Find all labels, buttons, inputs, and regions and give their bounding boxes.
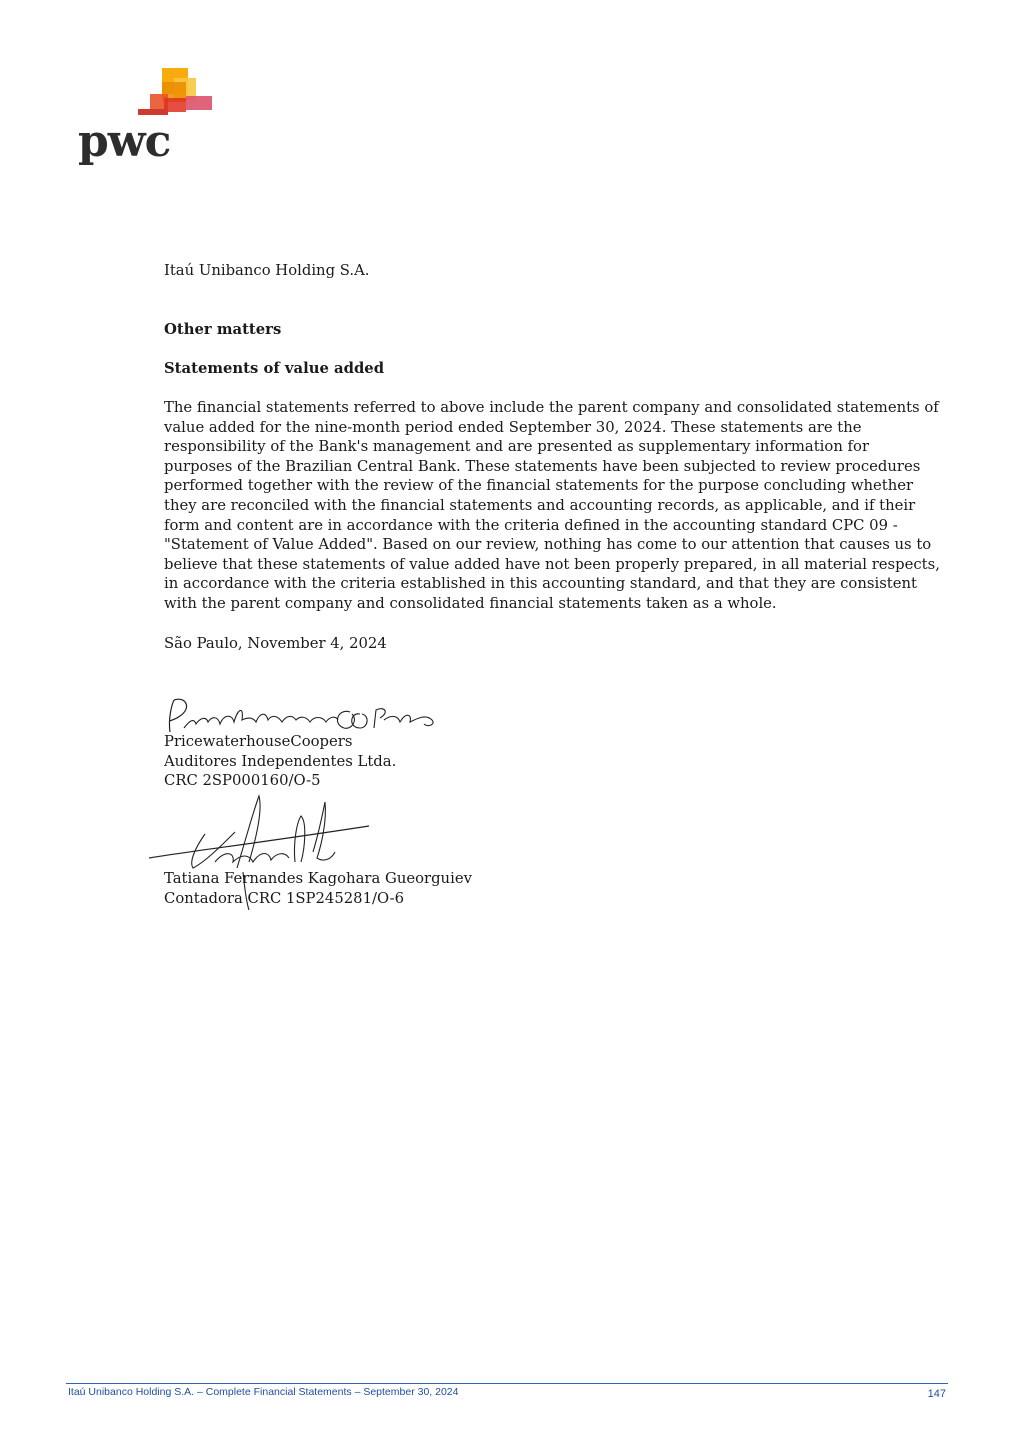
firm-crc: CRC 2SP000160/O-5 — [164, 772, 321, 790]
firm-signature-block — [164, 732, 954, 791]
pwc-logo — [78, 68, 218, 178]
body-line: they are reconciled with the financial statements and accounting records, as applicable, and if their — [164, 496, 916, 514]
heading-statements-value-added: Statements of value added — [164, 360, 385, 377]
company-name: Itaú Unibanco Holding S.A. — [164, 262, 370, 279]
heading-other-matters: Other matters — [164, 321, 282, 338]
body-line: The financial statements referred to above include the parent company and consolidated statements of — [164, 399, 939, 416]
body-line: "Statement of Value Added". Based on our review, nothing has come to our attention that causes us to — [164, 536, 932, 554]
body-line: purposes of the Brazilian Central Bank. These statements have been subjected to review procedures — [164, 457, 921, 475]
firm-legal-name: Auditores Independentes Ltda. — [164, 752, 397, 770]
logo-square — [138, 109, 168, 115]
body-line: in accordance with the criteria established in this accounting standard, and that they are consistent — [164, 575, 917, 593]
page-number: 147 — [927, 1388, 946, 1400]
body-line: form and content are in accordance with the criteria defined in the accounting standard CPC 09 - — [164, 516, 898, 534]
body-paragraph — [164, 398, 954, 614]
accountant-crc: Contadora CRC 1SP245281/O-6 — [164, 889, 405, 907]
accountant-signature-block — [164, 869, 954, 908]
footer-divider — [66, 1383, 948, 1384]
place-and-date: São Paulo, November 4, 2024 — [164, 635, 387, 652]
firm-name: PricewaterhouseCoopers — [164, 733, 353, 750]
body-line: value added for the nine-month period ended September 30, 2024. These statements are the — [164, 418, 862, 436]
pwc-wordmark: pwc — [78, 116, 171, 167]
logo-square — [186, 96, 212, 110]
body-line: responsibility of the Bank's management and are presented as supplementary information for — [164, 438, 870, 456]
accountant-name: Tatiana Fernandes Kagohara Gueorguiev — [164, 870, 472, 887]
footer-document-title: Itaú Unibanco Holding S.A. – Complete Financial Statements – September 30, 2024 — [68, 1386, 459, 1398]
body-line: with the parent company and consolidated financial statements taken as a whole. — [164, 594, 777, 612]
body-line: performed together with the review of the financial statements for the purpose concluding whether — [164, 477, 914, 495]
body-line: believe that these statements of value added have not been properly prepared, in all material respects, — [164, 555, 940, 573]
